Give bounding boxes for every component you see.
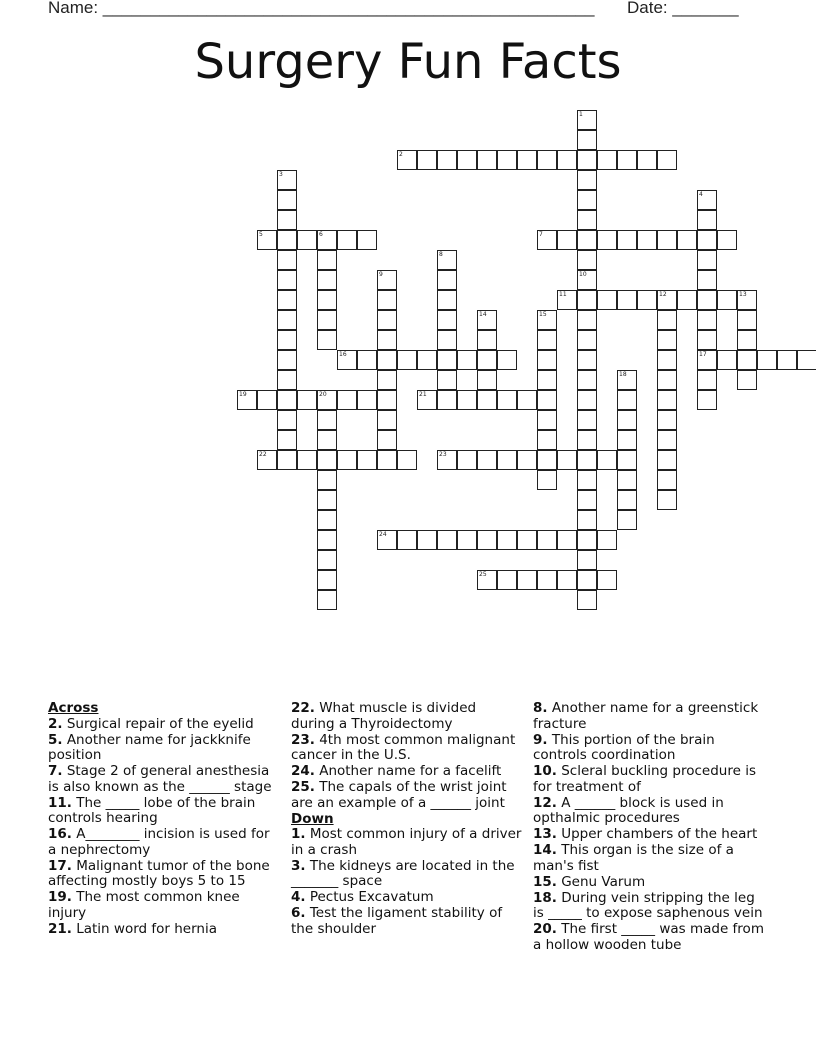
clue-text: This organ is the size of a man's fist — [533, 842, 734, 874]
clue-number: 20 — [319, 391, 327, 398]
clue-number: 4 — [699, 191, 703, 198]
crossword-cell[interactable] — [697, 250, 717, 270]
clue-number: 10. — [533, 763, 557, 779]
clue-number: 11. — [48, 794, 72, 811]
crossword-cell[interactable] — [297, 230, 317, 250]
crossword-cell[interactable] — [577, 350, 597, 370]
crossword-cell[interactable] — [477, 350, 497, 370]
crossword-cell[interactable] — [277, 330, 297, 350]
clue-number: 21. — [48, 920, 72, 937]
crossword-cell[interactable] — [677, 290, 697, 310]
crossword-cell[interactable] — [577, 170, 597, 190]
crossword-cell[interactable] — [417, 530, 437, 550]
crossword-cell[interactable] — [577, 370, 597, 390]
crossword-cell[interactable] — [377, 390, 397, 410]
crossword-cell[interactable] — [277, 430, 297, 450]
crossword-cell[interactable] — [317, 510, 337, 530]
crossword-cell[interactable] — [317, 450, 337, 470]
crossword-cell[interactable] — [337, 390, 357, 410]
crossword-cell[interactable] — [317, 550, 337, 570]
crossword-cell[interactable] — [777, 350, 797, 370]
crossword-cell[interactable] — [597, 290, 617, 310]
clue-text: Another name for a greenstick fracture — [533, 700, 759, 732]
crossword-cell[interactable] — [317, 530, 337, 550]
crossword-cell[interactable] — [277, 190, 297, 210]
crossword-cell[interactable] — [577, 390, 597, 410]
crossword-cell[interactable] — [737, 350, 757, 370]
crossword-cell[interactable] — [377, 450, 397, 470]
clue-item — [48, 890, 280, 921]
crossword-cell[interactable] — [657, 450, 677, 470]
crossword-cell[interactable] — [577, 210, 597, 230]
name-field-label: Name: ____________________________________________________ — [48, 0, 595, 17]
crossword-cell[interactable] — [437, 390, 457, 410]
crossword-cell[interactable] — [617, 290, 637, 310]
clue-number: 21 — [419, 391, 427, 398]
crossword-cell[interactable] — [537, 410, 557, 430]
crossword-cell[interactable] — [557, 450, 577, 470]
crossword-cell[interactable] — [537, 530, 557, 550]
crossword-cell[interactable] — [417, 350, 437, 370]
clue-number: 25. — [291, 779, 315, 795]
crossword-cell[interactable] — [317, 250, 337, 270]
clue-text: Stage 2 of general anesthesia is also known as the ______ stage — [48, 763, 272, 795]
crossword-cell[interactable] — [697, 290, 717, 310]
crossword-cell[interactable] — [297, 450, 317, 470]
crossword-cell[interactable] — [557, 150, 577, 170]
crossword-cell[interactable] — [277, 290, 297, 310]
crossword-cell[interactable] — [517, 530, 537, 550]
clue-number: 15. — [533, 873, 557, 890]
crossword-cell[interactable] — [597, 230, 617, 250]
crossword-cell[interactable] — [657, 150, 677, 170]
crossword-cell[interactable] — [457, 530, 477, 550]
clue-item — [533, 796, 768, 827]
crossword-cell[interactable] — [537, 430, 557, 450]
crossword-cell[interactable] — [737, 370, 757, 390]
crossword-cell[interactable] — [497, 390, 517, 410]
crossword-cell[interactable] — [317, 310, 337, 330]
crossword-cell[interactable] — [317, 270, 337, 290]
crossword-cell[interactable] — [577, 570, 597, 590]
crossword-cell[interactable] — [517, 450, 537, 470]
crossword-cell[interactable] — [357, 450, 377, 470]
across-clue-list-continued — [291, 701, 523, 811]
crossword-cell[interactable] — [457, 390, 477, 410]
crossword-cell[interactable] — [277, 270, 297, 290]
crossword-cell[interactable] — [437, 330, 457, 350]
crossword-cell[interactable] — [497, 570, 517, 590]
clue-text: Scleral buckling procedure is for treatment of — [533, 763, 756, 795]
page-title: Surgery Fun Facts — [194, 34, 622, 90]
clue-number: 23. — [291, 731, 315, 748]
crossword-cell[interactable] — [517, 390, 537, 410]
clue-number: 10 — [579, 271, 587, 278]
crossword-cell[interactable] — [617, 150, 637, 170]
clue-text: This portion of the brain controls coordination — [533, 731, 715, 763]
clue-text: Most common injury of a driver in a crash — [291, 826, 522, 858]
clue-number: 2 — [399, 151, 403, 158]
clue-number: 22 — [259, 451, 267, 458]
crossword-cell[interactable] — [437, 150, 457, 170]
crossword-cell[interactable] — [317, 470, 337, 490]
crossword-cell[interactable] — [577, 150, 597, 170]
crossword-cell[interactable] — [577, 190, 597, 210]
crossword-cell[interactable] — [277, 370, 297, 390]
clue-item — [533, 764, 768, 795]
clue-number: 20. — [533, 921, 557, 937]
clue-number: 18 — [619, 371, 627, 378]
crossword-cell[interactable] — [317, 570, 337, 590]
crossword-cell[interactable] — [697, 310, 717, 330]
clue-item — [533, 891, 768, 922]
crossword-cell[interactable] — [797, 350, 816, 370]
crossword-cell[interactable] — [617, 230, 637, 250]
clue-item — [533, 827, 768, 843]
clue-number: 25 — [479, 571, 487, 578]
clue-item — [291, 890, 523, 906]
crossword-cell[interactable] — [637, 230, 657, 250]
crossword-cell[interactable] — [617, 490, 637, 510]
crossword-cell[interactable] — [597, 150, 617, 170]
crossword-cell[interactable] — [577, 410, 597, 430]
clue-number: 6. — [291, 905, 306, 921]
crossword-cell[interactable] — [277, 390, 297, 410]
crossword-cell[interactable] — [357, 350, 377, 370]
crossword-cell[interactable] — [617, 510, 637, 530]
clue-number: 13 — [739, 291, 747, 298]
crossword-cell[interactable] — [297, 390, 317, 410]
clue-text: Malignant tumor of the bone affecting mostly boys 5 to 15 — [48, 857, 270, 889]
clues-column-3 — [533, 701, 768, 954]
crossword-cell[interactable] — [657, 490, 677, 510]
clue-item — [48, 827, 280, 858]
crossword-cell[interactable] — [617, 390, 637, 410]
crossword-cell[interactable] — [597, 570, 617, 590]
crossword-cell[interactable] — [577, 590, 597, 610]
crossword-cell[interactable] — [477, 150, 497, 170]
crossword-cell[interactable] — [457, 450, 477, 470]
crossword-cell[interactable] — [377, 350, 397, 370]
clue-number: 5. — [48, 731, 63, 748]
clue-item — [291, 906, 523, 937]
clues-column-2 — [291, 701, 523, 938]
clue-number: 19 — [239, 391, 247, 398]
crossword-cell[interactable] — [497, 150, 517, 170]
clue-item — [533, 733, 768, 764]
crossword-cell[interactable] — [437, 370, 457, 390]
crossword-cell[interactable] — [577, 530, 597, 550]
crossword-cell[interactable] — [517, 570, 537, 590]
crossword-cell[interactable] — [697, 370, 717, 390]
crossword-cell[interactable] — [657, 330, 677, 350]
crossword-cell[interactable] — [597, 450, 617, 470]
crossword-cell[interactable] — [377, 410, 397, 430]
crossword-cell[interactable] — [557, 530, 577, 550]
crossword-cell[interactable] — [437, 270, 457, 290]
clue-item — [48, 796, 280, 827]
crossword-cell[interactable] — [657, 230, 677, 250]
crossword-cell[interactable] — [337, 230, 357, 250]
clue-number: 14. — [533, 842, 557, 858]
crossword-cell[interactable] — [697, 330, 717, 350]
clue-item — [48, 717, 280, 733]
down-clue-list — [291, 827, 523, 937]
clue-item — [291, 701, 523, 732]
crossword-cell[interactable] — [497, 450, 517, 470]
crossword-cell[interactable] — [717, 290, 737, 310]
crossword-cell[interactable] — [577, 490, 597, 510]
crossword-cell[interactable] — [477, 450, 497, 470]
crossword-cell[interactable] — [617, 430, 637, 450]
crossword-cell[interactable] — [277, 450, 297, 470]
crossword-cell[interactable] — [517, 150, 537, 170]
crossword-cell[interactable] — [257, 390, 277, 410]
crossword-cell[interactable] — [577, 310, 597, 330]
clue-text: Latin word for hernia — [71, 920, 217, 937]
crossword-cell[interactable] — [317, 410, 337, 430]
crossword-cell[interactable] — [277, 210, 297, 230]
clue-item — [533, 701, 768, 732]
clue-text: A________ incision is used for a nephrectomy — [48, 826, 270, 858]
crossword-cell[interactable] — [577, 430, 597, 450]
crossword-cell[interactable] — [477, 530, 497, 550]
crossword-cell[interactable] — [657, 370, 677, 390]
crossword-cell[interactable] — [317, 590, 337, 610]
crossword-cell[interactable] — [437, 530, 457, 550]
clue-number: 4. — [291, 889, 306, 905]
clue-number: 8 — [439, 251, 443, 258]
crossword-cell[interactable] — [557, 230, 577, 250]
clue-text: The kidneys are located in the _______ space — [291, 857, 515, 889]
clue-number: 7 — [539, 231, 543, 238]
clue-item — [48, 922, 280, 938]
crossword-cell[interactable] — [537, 330, 557, 350]
crossword-cell[interactable] — [637, 290, 657, 310]
crossword-cell[interactable] — [577, 550, 597, 570]
crossword-cell[interactable] — [717, 230, 737, 250]
crossword-cell[interactable] — [617, 410, 637, 430]
across-heading: Across — [48, 700, 99, 716]
crossword-cell[interactable] — [617, 470, 637, 490]
crossword-cell[interactable] — [357, 390, 377, 410]
down-clue-list-continued — [533, 701, 768, 953]
clue-item — [291, 827, 523, 858]
clue-text: 4th most common malignant cancer in the U.S. — [291, 731, 516, 763]
crossword-cell[interactable] — [457, 350, 477, 370]
crossword-cell[interactable] — [577, 230, 597, 250]
crossword-cell[interactable] — [377, 430, 397, 450]
crossword-cell[interactable] — [377, 290, 397, 310]
crossword-cell[interactable] — [657, 430, 677, 450]
crossword-cell[interactable] — [577, 450, 597, 470]
crossword-cell[interactable] — [397, 450, 417, 470]
crossword-cell[interactable] — [317, 430, 337, 450]
crossword-cell[interactable] — [697, 210, 717, 230]
crossword-cell[interactable] — [417, 150, 437, 170]
clue-number: 19. — [48, 889, 72, 905]
crossword-cell[interactable] — [277, 350, 297, 370]
crossword-cell[interactable] — [697, 230, 717, 250]
across-clue-list — [48, 717, 280, 938]
clue-text: Upper chambers of the heart — [556, 826, 758, 842]
clue-text: A ______ block is used in opthalmic procedures — [533, 794, 724, 826]
crossword-cell[interactable] — [657, 470, 677, 490]
crossword-cell[interactable] — [497, 530, 517, 550]
clue-text: During vein stripping the leg is _____ to expose saphenous vein — [533, 889, 763, 921]
crossword-cell[interactable] — [697, 270, 717, 290]
clue-item — [533, 875, 768, 891]
clue-number: 3 — [279, 171, 283, 178]
crossword-cell[interactable] — [277, 230, 297, 250]
crossword-cell[interactable] — [537, 370, 557, 390]
crossword-cell[interactable] — [337, 450, 357, 470]
crossword-cell[interactable] — [577, 330, 597, 350]
crossword-cell[interactable] — [577, 130, 597, 150]
clue-item — [291, 764, 523, 780]
crossword-cell[interactable] — [277, 310, 297, 330]
crossword-cell[interactable] — [397, 350, 417, 370]
clue-number: 16. — [48, 826, 72, 842]
clue-text: Another name for a facelift — [314, 763, 502, 779]
clue-number: 9 — [379, 271, 383, 278]
crossword-cell[interactable] — [537, 450, 557, 470]
clue-text: Pectus Excavatum — [305, 889, 434, 905]
clue-text: The most common knee injury — [48, 889, 240, 921]
crossword-cell[interactable] — [537, 470, 557, 490]
clue-number: 15 — [539, 311, 547, 318]
clue-item — [291, 859, 523, 890]
clue-text: What muscle is divided during a Thyroidectomy — [291, 700, 477, 732]
crossword-cell[interactable] — [737, 310, 757, 330]
clue-number: 24 — [379, 531, 387, 538]
crossword-cell[interactable] — [477, 330, 497, 350]
clue-number: 3. — [291, 857, 306, 874]
clue-number: 9. — [533, 731, 548, 748]
crossword-cell[interactable] — [497, 350, 517, 370]
clue-number: 16 — [339, 351, 347, 358]
clue-number: 7. — [48, 763, 63, 779]
crossword-cell[interactable] — [717, 350, 737, 370]
crossword-cell[interactable] — [697, 390, 717, 410]
clue-number: 12. — [533, 794, 557, 811]
crossword-cell[interactable] — [357, 230, 377, 250]
clue-number: 23 — [439, 451, 447, 458]
clue-number: 5 — [259, 231, 263, 238]
crossword-cell[interactable] — [437, 350, 457, 370]
crossword-cell[interactable] — [757, 350, 777, 370]
clue-number: 18. — [533, 889, 557, 906]
clue-text: Surgical repair of the eyelid — [62, 715, 254, 732]
crossword-cell[interactable] — [277, 410, 297, 430]
crossword-cell[interactable] — [537, 350, 557, 370]
crossword-cell[interactable] — [657, 350, 677, 370]
clues-column-1 — [48, 701, 280, 938]
clue-item — [48, 859, 280, 890]
crossword-cell[interactable] — [537, 150, 557, 170]
clue-text: The first _____ was made from a hollow wooden tube — [533, 921, 764, 953]
crossword-cell[interactable] — [657, 410, 677, 430]
crossword-cell[interactable] — [477, 390, 497, 410]
clue-item — [291, 780, 523, 811]
down-heading: Down — [291, 810, 334, 827]
clue-item — [48, 733, 280, 764]
crossword-cell[interactable] — [277, 250, 297, 270]
crossword-cell[interactable] — [437, 290, 457, 310]
clue-number: 17 — [699, 351, 707, 358]
crossword-cell[interactable] — [577, 470, 597, 490]
date-field-label: Date: _______ — [627, 0, 739, 17]
crossword-cell[interactable] — [397, 530, 417, 550]
clue-number: 11 — [559, 291, 567, 298]
crossword-cell[interactable] — [577, 290, 597, 310]
crossword-cell[interactable] — [597, 530, 617, 550]
clue-number: 2. — [48, 715, 63, 732]
crossword-cell[interactable] — [477, 370, 497, 390]
clue-text: The _____ lobe of the brain controls hearing — [48, 794, 256, 826]
clue-item — [533, 843, 768, 874]
clue-number: 22. — [291, 700, 315, 716]
clue-item — [291, 733, 523, 764]
crossword-cell[interactable] — [637, 150, 657, 170]
crossword-cell[interactable] — [457, 150, 477, 170]
crossword-cell[interactable] — [677, 230, 697, 250]
clue-number: 17. — [48, 857, 72, 874]
crossword-cell[interactable] — [377, 330, 397, 350]
crossword-cell[interactable] — [317, 490, 337, 510]
crossword-cell[interactable] — [437, 310, 457, 330]
crossword-cell[interactable] — [317, 330, 337, 350]
clue-text: Another name for jackknife position — [48, 731, 251, 763]
crossword-cell[interactable] — [577, 250, 597, 270]
clue-number: 13. — [533, 826, 557, 842]
clue-item — [533, 922, 768, 953]
clue-number: 24. — [291, 763, 315, 779]
crossword-cell[interactable] — [537, 570, 557, 590]
clue-text: Genu Varum — [556, 873, 646, 890]
crossword-cell[interactable] — [317, 290, 337, 310]
clue-text: Test the ligament stability of the shoulder — [291, 905, 503, 937]
crossword-cell[interactable] — [617, 450, 637, 470]
crossword-cell[interactable] — [377, 370, 397, 390]
crossword-cell[interactable] — [577, 510, 597, 530]
crossword-cell[interactable] — [537, 390, 557, 410]
clue-number: 14 — [479, 311, 487, 318]
crossword-cell[interactable] — [557, 570, 577, 590]
clue-item — [48, 764, 280, 795]
clue-number: 1 — [579, 111, 583, 118]
clue-number: 6 — [319, 231, 323, 238]
crossword-cell[interactable] — [657, 390, 677, 410]
crossword-cell[interactable] — [737, 330, 757, 350]
clue-number: 8. — [533, 700, 548, 716]
clue-number: 12 — [659, 291, 667, 298]
clue-number: 1. — [291, 826, 306, 842]
clue-text: The capals of the wrist joint are an example of a ______ joint — [291, 779, 507, 811]
crossword-cell[interactable] — [657, 310, 677, 330]
crossword-cell[interactable] — [377, 310, 397, 330]
